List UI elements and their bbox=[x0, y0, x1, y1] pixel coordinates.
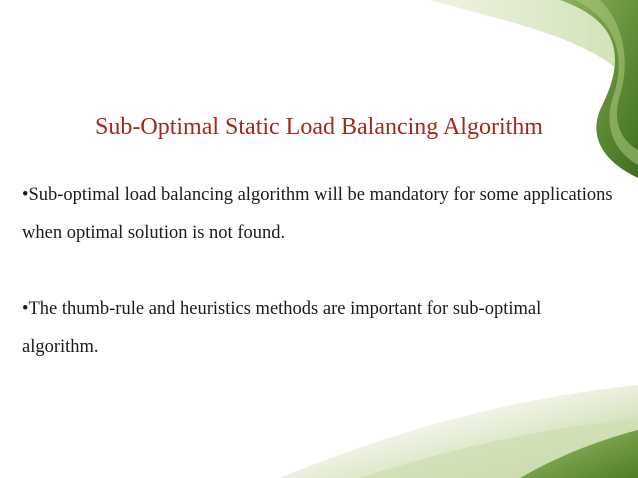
bullet-list bbox=[22, 176, 622, 366]
slide-title: Sub-Optimal Static Load Balancing Algorithm bbox=[95, 114, 543, 140]
bullet-item: •Sub-optimal load balancing algorithm will be mandatory for some applications when optimal solution is not found. bbox=[22, 185, 613, 243]
bullet-item: •The thumb-rule and heuristics methods are important for sub-optimal algorithm. bbox=[22, 299, 542, 357]
